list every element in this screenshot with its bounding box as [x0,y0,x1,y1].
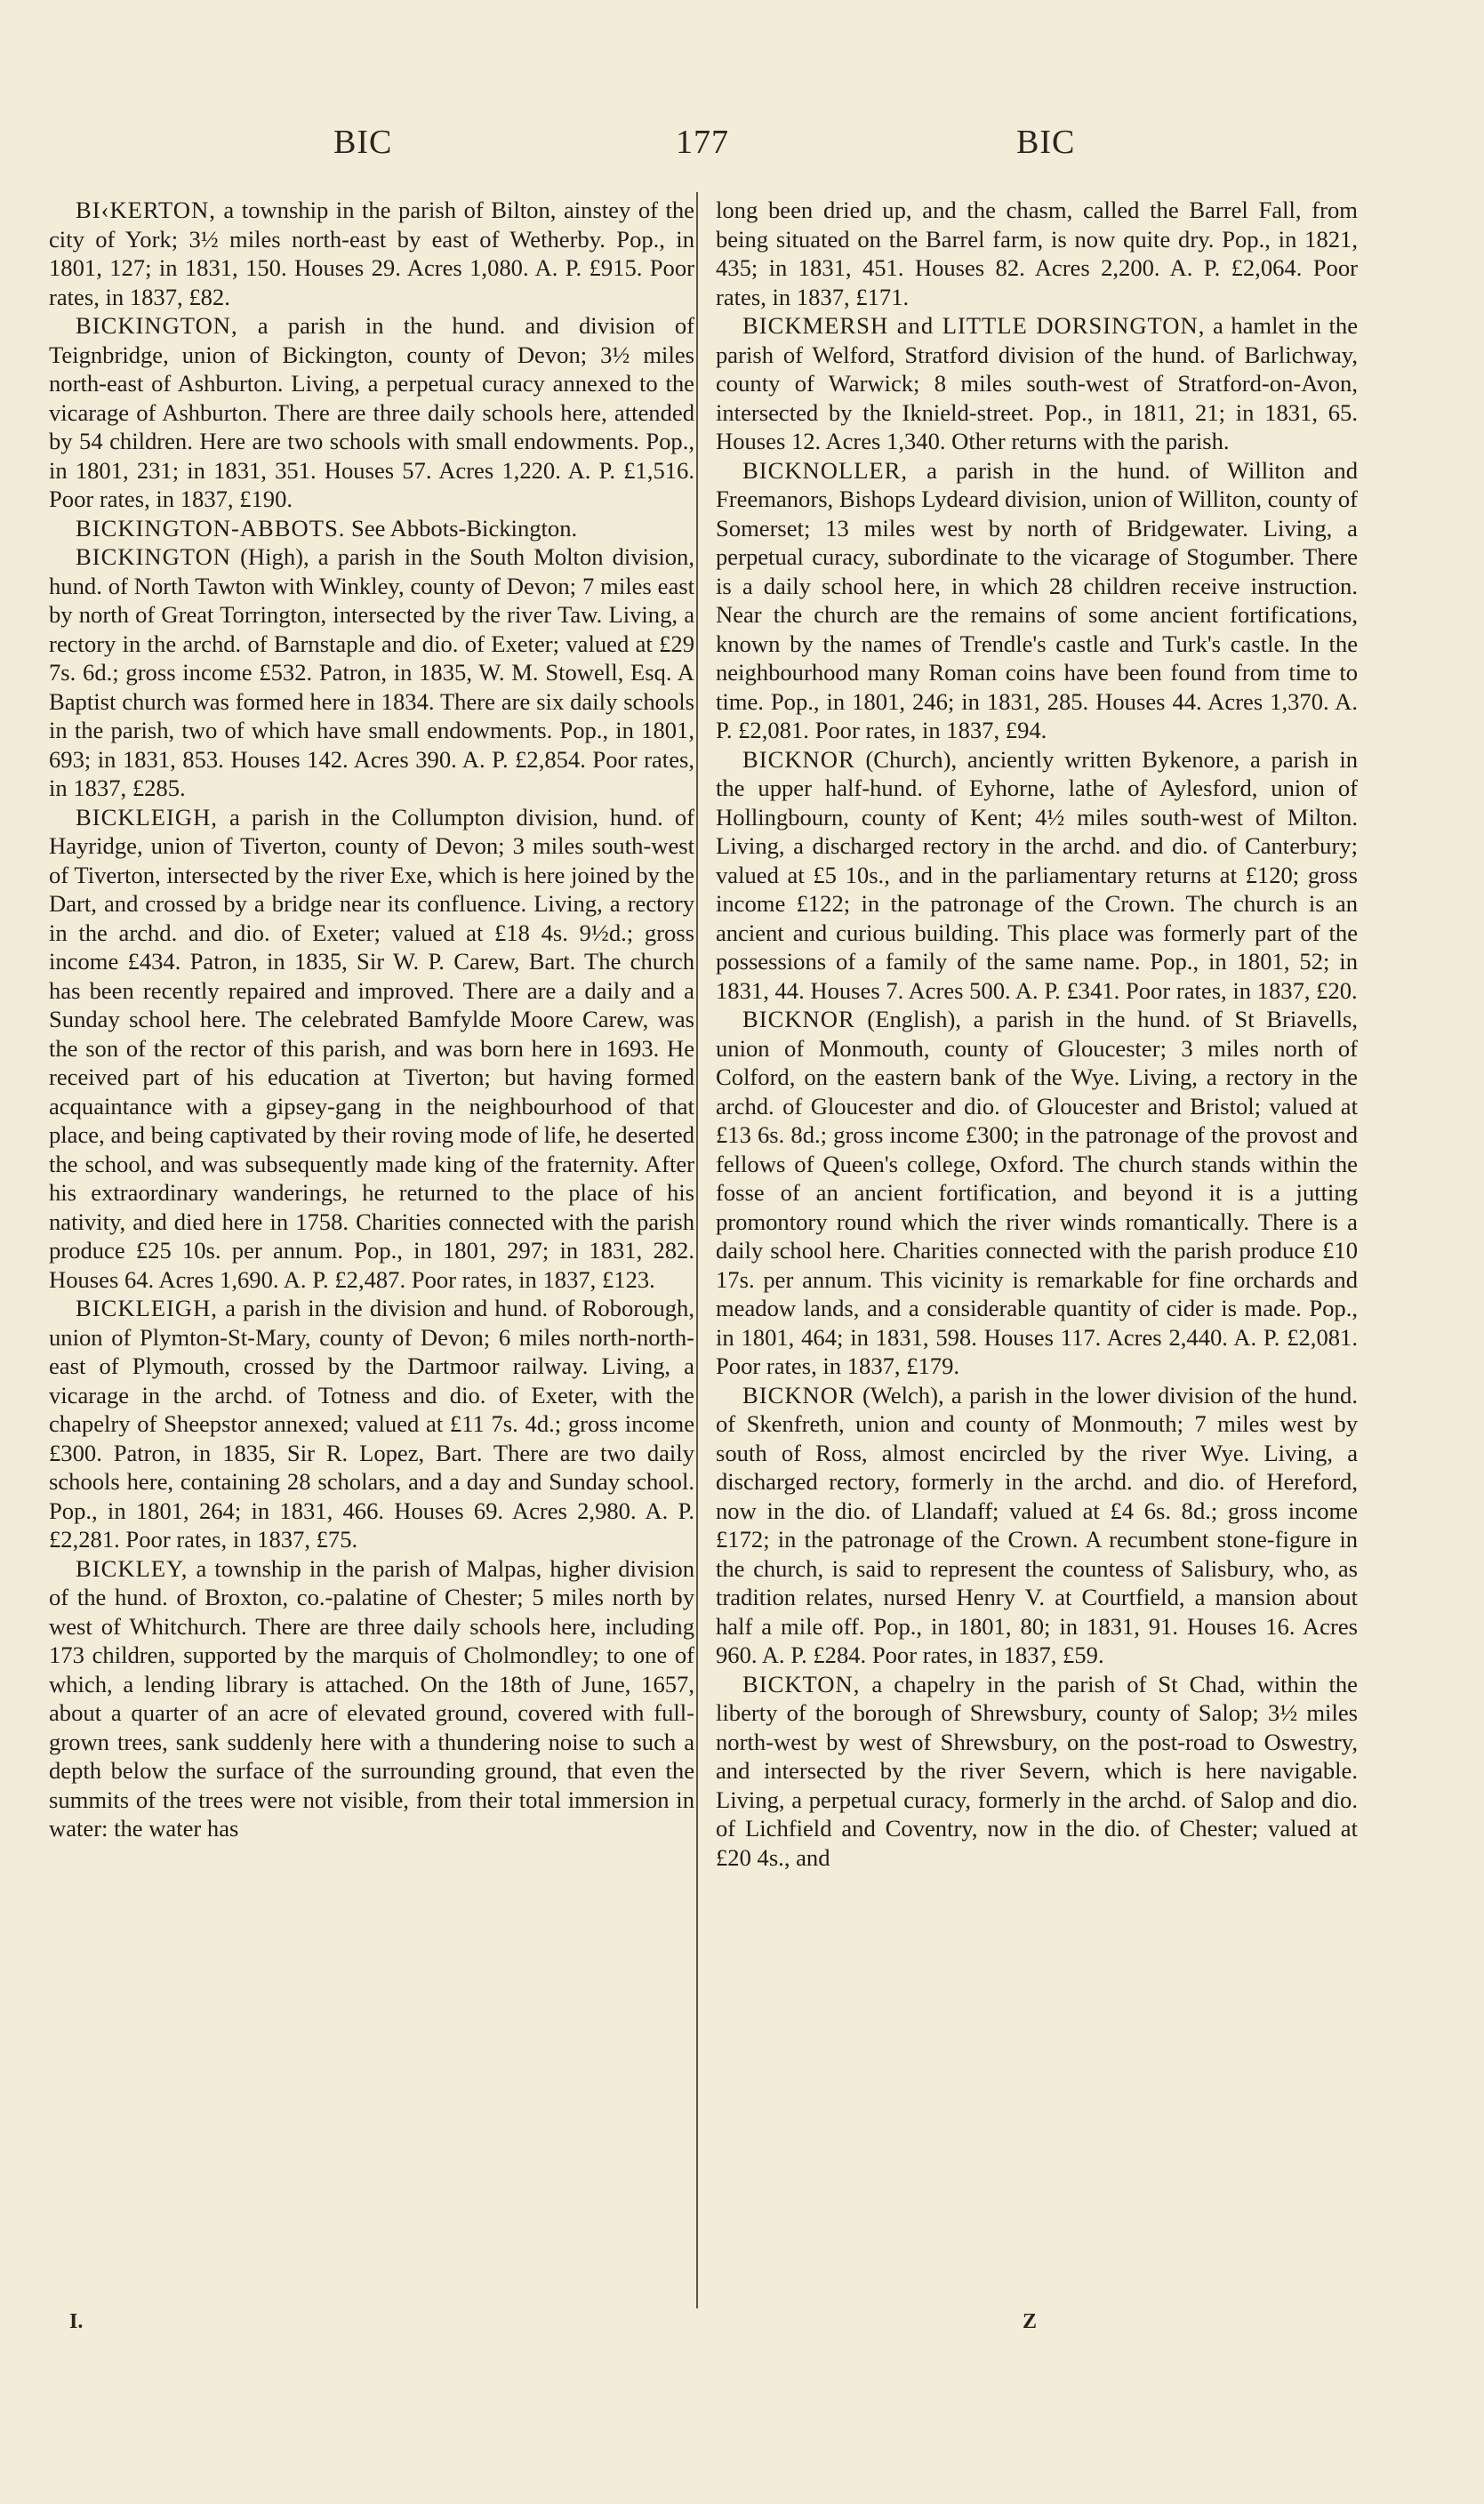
running-head-left: BIC [333,124,393,161]
gazetteer-entry [716,196,1358,311]
entry-headword: BICKTON, [742,1670,861,1697]
gazetteer-entry [49,311,694,514]
entry-text: See Abbots-Bickington. [345,514,578,542]
signature-mark-left: I. [69,2310,84,2333]
entry-text: a parish in the hund. and division of Teignbridge, union of Bickington, county of Devon; 3½ miles north-east of Ashburton. Living, a perpetual curacy annexed to the vicarage of Ashburton. There are three daily schools here, attended by 54 children. Here are two schools with small endowments. Pop., in 1801, 231; in 1831, 351. Houses 57. Acres 1,220. A. P. £1,516. Poor rates, in 1837, £190. [49,312,694,512]
gazetteer-entry [716,1670,1358,1873]
gazetteer-entry [49,542,694,803]
gazetteer-entry [49,1554,694,1843]
entry-text: a chapelry in the parish of St Chad, within the liberty of the borough of Shrewsbury, county of Salop; 3½ miles north-west by west of Shrewsbury, on the post-road to Oswestry, and intersected by the river Severn, which is here navigable. Living, a perpetual curacy, formerly in the archd. of Salop and dio. of Lichfield and Coventry, now in the dio. of Chester; valued at £20 4s., and [716,1670,1358,1871]
entry-headword: BICKNOR [742,1006,855,1032]
left-column [49,196,694,1843]
entry-headword: BICKINGTON-ABBOTS. [76,514,346,542]
entry-headword: BICKNOR [742,1381,855,1408]
column-divider [696,192,698,2308]
gazetteer-entry [49,803,694,1295]
entry-headword: BI‹KERTON, [76,197,216,223]
gazetteer-entry [716,311,1358,456]
entry-headword: BICKINGTON, [76,312,238,339]
entry-headword: BICKNOLLER, [742,456,909,484]
gazetteer-entry [49,514,694,543]
running-head-right: BIC [1016,124,1076,161]
entry-text: a township in the parish of Malpas, higher division of the hund. of Broxton, co.-palatine of Chester; 5 miles north by west of Whitchurch. There are three daily schools here, including 173 children, supported by the marquis of Cholmondley; to one of which, a lending library is attached. On the 18th of June, 1657, about a quarter of an acre of elevated ground, covered with full-grown trees, sank suddenly here with a thundering noise to such a depth below the surface of the surrounding ground, that even the summits of the trees were not visible, from their total immersion in water: the water has [49,1554,694,1842]
entry-text: a township in the parish of Bilton, ainstey of the city of York; 3½ miles north-east by east of Wetherby. Pop., in 1801, 127; in 1831, 150. Houses 29. Acres 1,080. A. P. £915. Poor rates, in 1837, £82. [49,197,694,310]
gazetteer-entry [716,1005,1358,1381]
entry-headword: BICKNOR [742,745,855,773]
entry-headword: BICKMERSH and LITTLE DORSINGTON, [742,312,1206,339]
entry-headword: BICKINGTON [76,543,231,570]
gazetteer-entry [716,1381,1358,1670]
gazetteer-entry [716,745,1358,1006]
entry-text: a hamlet in the parish of Welford, Stratford division of the hund. of Barlichway, county of Warwick; 8 miles south-west of Stratford-on-Avon, intersected by the Iknield-street. Pop., in 1811, 21; in 1831, 65. Houses 12. Acres 1,340. Other returns with the parish. [716,312,1358,454]
entry-headword: BICKLEIGH, [76,1295,218,1321]
signature-mark-right: Z [1023,2310,1038,2333]
entry-headword: BICKLEIGH, [76,803,218,831]
entry-text: a parish in the hund. of Williton and Freemanors, Bishops Lydeard division, union of Williton, county of Somerset; 13 miles west by north of Bridgewater. Living, a perpetual curacy, subordinate to the vicarage of Stogumber. There is a daily school here, in which 28 children receive instruction. Near the church are the remains of some ancient fortifications, known by the names of Trendle's castle and Turk's castle. In the neighbourhood many Roman coins have been found from time to time. Pop., in 1801, 246; in 1831, 285. Houses 44. Acres 1,370. A. P. £2,081. Poor rates, in 1837, £94. [716,456,1358,743]
gazetteer-entry [716,456,1358,745]
entry-text: (English), a parish in the hund. of St Briavells, union of Monmouth, county of Gloucester; 3 miles north of Colford, on the eastern bank of the Wye. Living, a rectory in the archd. of Gloucester and dio. of Gloucester and Bristol; valued at £13 6s. 8d.; gross income £300; in the patronage of the provost and fellows of Queen's college, Oxford. The church stands within the fosse of an ancient fortification, and beyond it is a jutting promontory round which the river winds romantically. There is a daily school here. Charities connected with the parish produce £10 17s. per annum. This vicinity is remarkable for fine orchards and meadow lands, and a considerable quantity of cider is made. Pop., in 1801, 464; in 1831, 598. Houses 117. Acres 2,440. A. P. £2,081. Poor rates, in 1837, £179. [716,1006,1358,1379]
page-number: 177 [676,124,729,161]
entry-text: (Church), anciently written Bykenore, a parish in the upper half-hund. of Eyhorne, lathe of Aylesford, union of Hollingbourn, county of Kent; 4½ miles south-west of Milton. Living, a discharged rectory in the archd. and dio. of Canterbury; valued at £5 10s., and in the parliamentary returns at £120; gross income £122; in the patronage of the Crown. The church is an ancient and curious building. This place was formerly part of the possessions of a family of the same name. Pop., in 1801, 52; in 1831, 44. Houses 7. Acres 500. A. P. £341. Poor rates, in 1837, £20. [716,745,1358,1004]
entry-text: (High), a parish in the South Molton division, hund. of North Tawton with Winkley, county of Devon; 7 miles east by north of Great Torrington, intersected by the river Taw. Living, a rectory in the archd. of Barnstaple and dio. of Exeter; valued at £29 7s. 6d.; gross income £532. Patron, in 1835, W. M. Stowell, Esq. A Baptist church was formed here in 1834. There are six daily schools in the parish, two of which have small endowments. Pop., in 1801, 693; in 1831, 853. Houses 142. Acres 390. A. P. £2,854. Poor rates, in 1837, £285. [49,543,694,801]
right-column [716,196,1358,1872]
gazetteer-entry [49,1294,694,1554]
entry-text: a parish in the division and hund. of Roborough, union of Plymton-St-Mary, county of Devon; 6 miles north-north-east of Plymouth, crossed by the Dartmoor railway. Living, a vicarage in the archd. of Totness and dio. of Exeter, with the chapelry of Sheepstor annexed; valued at £11 7s. 4d.; gross income £300. Patron, in 1835, Sir R. Lopez, Bart. There are two daily schools here, containing 28 scholars, and a day and Sunday school. Pop., in 1801, 264; in 1831, 466. Houses 69. Acres 2,980. A. P. £2,281. Poor rates, in 1837, £75. [49,1295,694,1553]
gazetteer-entry [49,196,694,311]
entry-text: a parish in the Collumpton division, hund. of Hayridge, union of Tiverton, county of Devon; 3 miles south-west of Tiverton, intersected by the river Exe, which is here joined by the Dart, and crossed by a bridge near its confluence. Living, a rectory in the archd. and dio. of Exeter; valued at £18 4s. 9½d.; gross income £434. Patron, in 1835, Sir W. P. Carew, Bart. The church has been recently repaired and improved. There are a daily and a Sunday school here. The celebrated Bamfylde Moore Carew, was the son of the rector of this parish, and was born here in 1693. He received part of his education at Tiverton; but having formed acquaintance with a gipsey-gang in the neighbourhood of that place, and being captivated by their roving mode of life, he deserted the school, and was subsequently made king of the fraternity. After his extraordinary wanderings, he returned to the place of his nativity, and died here in 1758. Charities connected with the parish produce £25 10s. per annum. Pop., in 1801, 297; in 1831, 282. Houses 64. Acres 1,690. A. P. £2,487. Poor rates, in 1837, £123. [49,803,694,1293]
entry-text: long been dried up, and the chasm, called the Barrel Fall, from being situated on the Barrel farm, is now quite dry. Pop., in 1821, 435; in 1831, 451. Houses 82. Acres 2,200. A. P. £2,064. Poor rates, in 1837, £171. [716,197,1358,310]
entry-text: (Welch), a parish in the lower division of the hund. of Skenfreth, union and county of Monmouth; 7 miles west by south of Ross, almost encircled by the river Wye. Living, a discharged rectory, formerly in the archd. and dio. of Hereford, now in the dio. of Llandaff; valued at £4 6s. 8d.; gross income £172; in the patronage of the Crown. A recumbent stone-figure in the church, is said to represent the countess of Salisbury, who, as tradition relates, nursed Henry V. at Courtfield, a mansion about half a mile off. Pop., in 1801, 80; in 1831, 91. Houses 16. Acres 960. A. P. £284. Poor rates, in 1837, £59. [716,1381,1358,1668]
entry-headword: BICKLEY, [76,1554,189,1582]
